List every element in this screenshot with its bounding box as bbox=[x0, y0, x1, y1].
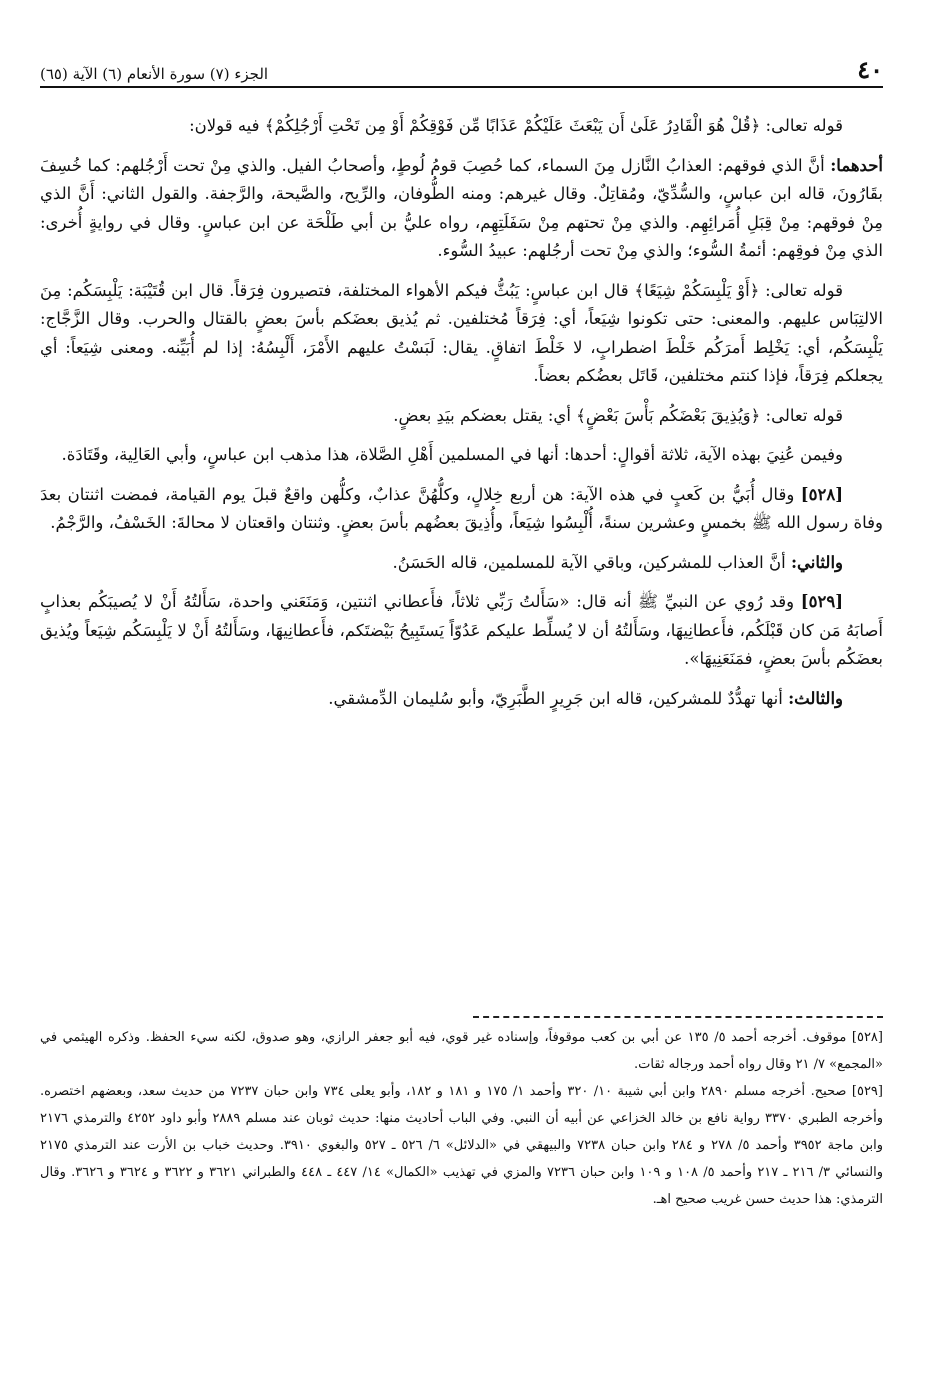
paragraph-three-opinions: وفيمن عُنِيَ بهذه الآية، ثلاثة أقوالٍ: أحدها: أنها في المسلمين أَهْلِ الصَّلاة، هذا مذهب ابن عباسٍ، وأبي العَالِية، وقَتَادَة. bbox=[61, 445, 843, 464]
paragraph-yudhiqa: قوله تعالى: ﴿وَيُذِيقَ بَعْضَكُم بَأْسَ بَعْضٍ﴾ أي: يقتل بعضكم بيَدِ بعضٍ. bbox=[393, 405, 843, 425]
paragraph-first-opinion: أحدهما: أنَّ الذي فوقهم: العذابُ النَّازل مِنَ السماء، كما حُصِبَ قومُ لُوطٍ، وأصحابُ الفيل. والذي مِنْ تحت أَرْجُلهم: كما خُسِفَ بقَارُونَ، قاله ابن عباسٍ، والسُّدِّيّ، ومُقاتِلٌ. وقال غيرهم: ومنه الطُّوفان، والرِّيح، والصَّيحة، والرَّجفة. والقول الثاني: أَنَّ الذي مِنْ فوقهم: مِنْ قِبَلِ أُمَرائِهِم. والذي مِنْ تحتهم مِنْ سَفَلَتِهِم، رواه عليُّ بن أبي طَلْحَة عن ابن عباسٍ. وقال في روايةٍ أُخرى: الذي مِنْ فوقِهم: أئمةُ السُّوء؛ والذي مِنْ تحت أرجُلهم: عبيدُ السُّوء. bbox=[40, 155, 884, 260]
page-number: ٤٠ bbox=[857, 55, 883, 84]
footnote-528: [٥٢٨] موقوف. أخرجه أحمد ٥/ ١٣٥ عن أبي بن كعب موقوفاً، وإسناده غير قوي، فيه أبو جعفر الرازي، وهو صدوق، لكنه سيء الحفظ. وذكره الهيثمي في «المجمع» ٧/ ٢١ وقال رواه أحمد ورجاله ثقات. bbox=[40, 1030, 883, 1072]
main-text bbox=[40, 112, 883, 724]
paragraph-verse-intro: قوله تعالى: ﴿قُلْ هُوَ الْقَادِرُ عَلَىٰ أَن يَبْعَثَ عَلَيْكُمْ عَذَابًا مِّن فَوْقِكُمْ أَوْ مِن تَحْتِ أَرْجُلِكُمْ﴾ فيه قولان: bbox=[189, 116, 843, 135]
paragraph-yalbisakum: قوله تعالى: ﴿أَوْ يَلْبِسَكُمْ شِيَعًا﴾ قال ابن عباسٍ: يَبُثُّ فيكم الأهواء المختلفة، فتصيرون فِرَقاً. قال ابن قُتَيْبَة: يَلْبِسَكُم: مِنَ الالتِبَاس عليهم. والمعنى: حتى تكونوا شِيَعاً، أي: فِرَقاً مُختلفين. ثم يُذيق بعضَكم بأسَ بعضٍ بالقتال والحرب. وقال الزَّجَّاج: يَلْبِسَكُم، أي: يَخْلِط أَمرَكُم خَلْطَ اضطرابٍ، لا خَلْطَ اتفاقٍ. يقال: لَبَسْتُ عليهم الأَمْرَ، أَلْبِسُهُ: إذا لم أُبَيِّنه. ومعنى شِيَعاً: أي يجعلكم فِرَقاً، فإذا كنتم مختلفين، قَاتَل بعضُكم بعضاً. bbox=[40, 280, 883, 385]
paragraph-second-opinion: والثاني: أنَّ العذاب للمشركين، وباقي الآية للمسلمين، قاله الحَسَنُ. bbox=[392, 552, 843, 572]
footnotes bbox=[40, 1024, 883, 1213]
paragraph-hadith-528: [٥٢٨] وقال أُبَيُّ بن كَعبٍ في هذه الآية: هن أربع خِلالٍ، وكلُّهُنَّ عذابٌ، وكلُّهن واقعٌ قبلَ يوم القيامة، فمضت اثنتان بعدَ وفاة رسول الله ﷺ بخمسٍ وعشرين سنةً، أُلْبِسُوا شِيَعاً، وأُذِيقَ بعضُهم بأسَ بعضٍ. وثنتان واقعتان لا محالةَ: الخَسْفُ، والرَّجْمُ. bbox=[40, 484, 883, 532]
page-header bbox=[40, 52, 883, 88]
footnote-divider bbox=[473, 1016, 883, 1018]
running-head: الجزء (٧) سورة الأنعام (٦) الآية (٦٥) bbox=[40, 65, 269, 83]
paragraph-third-opinion: والثالث: أنها تهدُّدٌ للمشركين، قاله ابن جَرِيرٍ الطَّبَرِيّ، وأبو سُليمان الدِّمشقي. bbox=[328, 688, 843, 708]
footnote-529: [٥٢٩] صحيح. أخرجه مسلم ٢٨٩٠ وابن أبي شيبة ١٠/ ٣٢٠ وأحمد ١/ ١٧٥ و ١٨١ و ١٨٢، وأبو يعلى ٧٣٤ وابن حبان ٧٢٣٧ من حديث سعد، وبعضهم اختصره. وأخرجه الطبري ٣٣٧٠ رواية نافع بن خالد الخزاعي عن أبيه أن النبي. وفي الباب أحاديث منها: حديث ثوبان عند مسلم ٢٨٨٩ وأبو داود ٤٢٥٢ والترمذي ٢١٧٦ وابن ماجة ٣٩٥٢ وأحمد ٥/ ٢٧٨ و ٢٨٤ وابن حبان ٧٢٣٨ والبيهقي في «الدلائل» ٦/ ٥٢٦ ـ ٥٢٧ والبغوي ٣٩١٠. وحديث خباب بن الأرت عند الترمذي ٢١٧٥ والنسائي ٣/ ٢١٦ ـ ٢١٧ وأحمد ٥/ ١٠٨ و ١٠٩ وابن حبان ٧٢٣٦ والمزي في تهذيب «الكمال» ١٤/ ٤٤٧ ـ ٤٤٨ والطبراني ٣٦٢١ و ٣٦٢٢ و ٣٦٢٤ و ٣٦٢٦. وقال الترمذي: هذا حديث حسن غريب صحيح اهـ. bbox=[40, 1084, 884, 1207]
paragraph-hadith-529: [٥٢٩] وقد رُوي عن النبيِّ ﷺ أنه قال: «سَأَلتُ رَبِّي ثلاثاً، فأَعطاني اثنتين، وَمَنَعَني واحدة، سَأَلتُهُ أَنْ لا يُصيبَكُم بعذابٍ أَصابَهُ مَن كان قَبْلَكُم، فأَعطانِيهَا، وسَأَلتُهُ أن لا يُسلِّط عليكم عَدُوّاً يَستَبِيحُ بَيْضتَكم، فأَعطانِيهَا، وسَأَلتُهُ أَنْ لا يَلْبِسَكُم شِيَعاً ويُذيق بعضَكُم بأسَ بعضٍ، فمَنَعَنِيهَا». bbox=[40, 592, 883, 668]
